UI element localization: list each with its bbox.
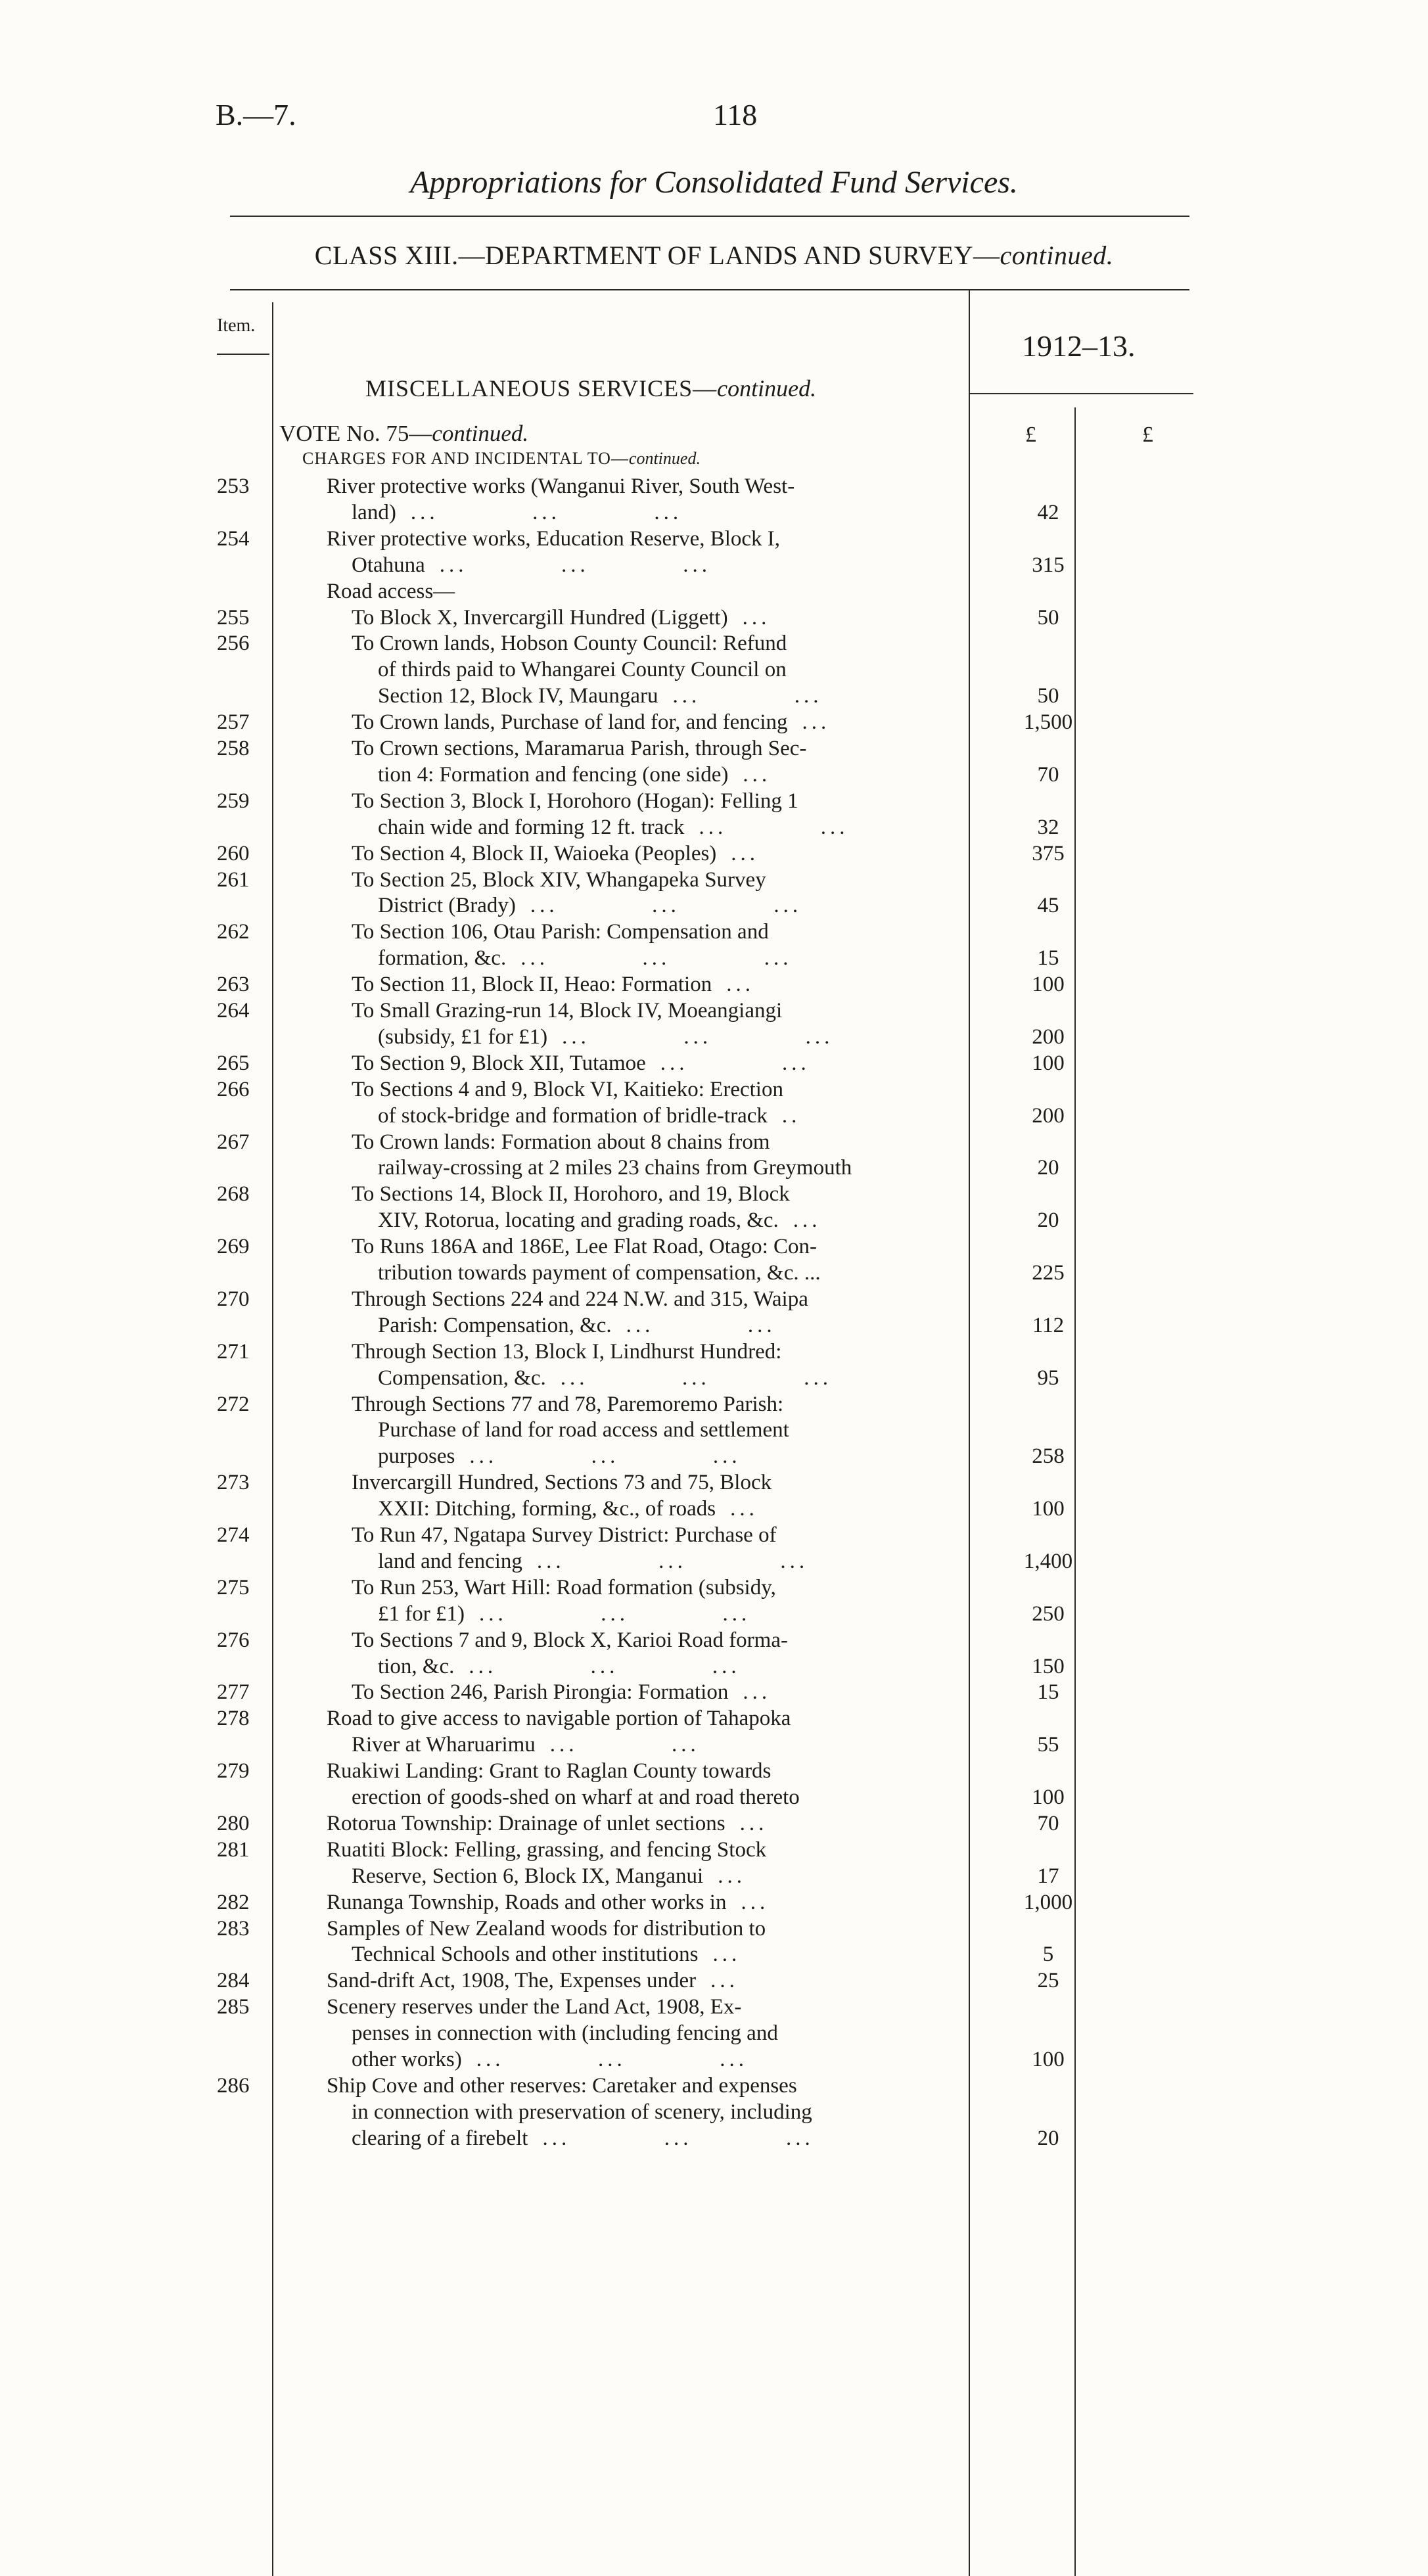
item-text: Through Sections 77 and 78, Paremoremo Parish:: [352, 1392, 784, 1416]
item-description: [352, 735, 806, 762]
item-number: 272: [217, 1392, 250, 1416]
item-number: 286: [217, 2073, 250, 2098]
item-text: other works): [352, 2048, 462, 2071]
item-description: [378, 1601, 750, 1627]
item-amount: 100: [1032, 2048, 1065, 2071]
item-amount: 1,000: [1023, 1890, 1073, 1914]
item-number: 268: [217, 1182, 250, 1207]
item-text: To Crown lands, Hobson County Council: Refund: [352, 632, 787, 656]
item-description: [352, 788, 798, 814]
item-number: 276: [217, 1628, 250, 1652]
item-amount: 15: [1037, 946, 1059, 971]
item-description: [352, 1129, 770, 1155]
item-number: 262: [217, 920, 250, 944]
item-description: [352, 499, 682, 526]
item-description: [352, 2125, 814, 2151]
leader-dots: ...: [730, 1497, 758, 1521]
item-description: [352, 1469, 772, 1496]
item-description: [352, 919, 769, 945]
item-amount: 112: [1032, 1313, 1065, 1337]
item-description: [352, 1522, 777, 1548]
item-description: [352, 630, 787, 656]
leader-dots: ...: [718, 1864, 746, 1888]
leader-dots: ... ... ...: [478, 1601, 751, 1626]
item-description: [378, 1207, 821, 1233]
item-number: 266: [217, 1077, 250, 1101]
item-text: To Sections 14, Block II, Horohoro, and 19, Block: [352, 1182, 790, 1207]
item-description: [327, 1889, 769, 1916]
item-number: 253: [217, 474, 250, 498]
item-text: clearing of a firebelt: [352, 2126, 528, 2150]
page-title: Appropriations for Consolidated Fund Services.: [410, 165, 1018, 200]
item-number: 278: [217, 1707, 250, 1731]
item-description: [352, 605, 770, 631]
item-amount: 100: [1032, 973, 1065, 997]
item-description: [352, 1863, 746, 1889]
item-description: [352, 1339, 781, 1365]
item-description: [378, 1312, 776, 1339]
item-text: £1 for £1): [378, 1601, 465, 1626]
item-description: [352, 1627, 788, 1653]
item-description: [352, 1050, 810, 1076]
item-text: To Sections 4 and 9, Block VI, Kaitieko: Erection: [352, 1077, 783, 1101]
item-description: [378, 814, 848, 840]
item-text: Road to give access to navigable portion of Tahapoka: [327, 1707, 791, 1731]
item-amount: 25: [1037, 1969, 1059, 1993]
item-text: Compensation, &c.: [378, 1366, 546, 1390]
item-text: Through Section 13, Block I, Lindhurst Hundred:: [352, 1339, 782, 1364]
item-text: Road access—: [327, 579, 455, 603]
item-description: [378, 1548, 808, 1575]
item-text: To Runs 186A and 186E, Lee Flat Road, Otago: Con-: [352, 1235, 818, 1259]
item-description: [378, 1260, 821, 1286]
class-title-main: CLASS XIII.—DEPARTMENT OF LANDS AND SURVEY—: [314, 241, 1000, 270]
item-description: [352, 1286, 808, 1312]
item-text: penses in connection with (including fencing and: [352, 2021, 778, 2046]
item-amount: 100: [1032, 1785, 1065, 1809]
top-rule: [230, 216, 1189, 217]
item-text: tion 4: Formation and fencing (one side): [378, 762, 729, 787]
section-heading: [365, 375, 816, 402]
item-amount: 225: [1032, 1261, 1065, 1285]
leader-dots: ...: [743, 1680, 772, 1705]
item-text: To Section 25, Block XIV, Whangapeka Survey: [352, 867, 766, 892]
item-text: River protective works, Education Reserve, Block I,: [327, 526, 781, 551]
leader-dots: ...: [802, 710, 831, 735]
item-text: Purchase of land for road access and settlement: [378, 1418, 789, 1442]
item-amount: 100: [1032, 1497, 1065, 1521]
charges-heading: [302, 449, 701, 469]
item-number: 281: [217, 1837, 250, 1862]
item-description: [378, 1443, 741, 1469]
item-amount: 100: [1032, 1051, 1065, 1075]
item-description: [378, 945, 792, 971]
item-number: 263: [217, 973, 250, 997]
leader-dots: ...: [726, 973, 754, 997]
item-description: [352, 552, 711, 578]
item-amount: 375: [1032, 841, 1065, 865]
item-text: formation, &c.: [378, 946, 507, 971]
item-amount: 55: [1037, 1733, 1059, 1757]
leader-dots: ... ... ...: [562, 1024, 834, 1049]
charges-heading-main: CHARGES FOR AND INCIDENTAL TO—: [302, 449, 629, 468]
item-number: 274: [217, 1523, 250, 1547]
item-text: erection of goods-shed on wharf at and road thereto: [352, 1785, 800, 1809]
item-description: [378, 1155, 852, 1181]
item-description: [352, 2046, 748, 2073]
item-description: [352, 1679, 771, 1705]
document-reference: B.—7.: [216, 98, 296, 131]
item-text: To Block X, Invercargill Hundred (Liggett): [352, 605, 728, 630]
item-number: 267: [217, 1130, 250, 1154]
class-title-suffix: continued.: [1000, 241, 1114, 270]
item-amount: 20: [1037, 1156, 1059, 1180]
item-number: 254: [217, 526, 250, 551]
item-number: 260: [217, 841, 250, 865]
item-description: [327, 1916, 766, 1942]
item-number: 279: [217, 1759, 250, 1783]
item-text: To Section 11, Block II, Heao: Formation: [352, 973, 712, 997]
item-number: 257: [217, 710, 250, 735]
leader-dots: ... ...: [549, 1733, 700, 1757]
item-text: XIV, Rotorua, locating and grading roads, &c.: [378, 1208, 779, 1233]
item-head-underline: [217, 354, 269, 355]
leader-dots: ..: [781, 1103, 801, 1128]
item-amount: 15: [1037, 1680, 1059, 1705]
vote-heading-suffix: continued.: [432, 421, 529, 446]
item-text: Sand-drift Act, 1908, The, Expenses under: [327, 1969, 697, 1993]
item-text: To Crown lands, Purchase of land for, and fencing: [352, 710, 788, 735]
leader-dots: ...: [712, 1943, 741, 1967]
item-text: Ruatiti Block: Felling, grassing, and fencing Stock: [327, 1837, 767, 1862]
item-number: 273: [217, 1471, 250, 1495]
item-text: River at Wharuarimu: [352, 1733, 536, 1757]
leader-dots: ... ... ...: [520, 946, 793, 971]
item-description: [352, 1732, 700, 1758]
item-description: [378, 1496, 758, 1522]
item-text: To Small Grazing-run 14, Block IV, Moeangiangi: [352, 999, 783, 1023]
leader-dots: ... ... ...: [439, 553, 712, 577]
item-text: Otahuna: [352, 553, 425, 577]
item-description: [352, 709, 830, 735]
vote-heading: [279, 421, 528, 447]
leader-dots: ... ... ...: [410, 500, 683, 524]
item-number: 256: [217, 632, 250, 656]
item-description: [327, 1967, 739, 1994]
item-text: Ship Cove and other reserves: Caretaker and expenses: [327, 2073, 797, 2098]
item-amount: 42: [1037, 500, 1059, 524]
item-text: Rotorua Township: Drainage of unlet sections: [327, 1811, 726, 1835]
leader-dots: ... ... ...: [476, 2048, 748, 2071]
item-description: [352, 1076, 783, 1103]
section-heading-main: MISCELLANEOUS SERVICES—: [365, 375, 718, 402]
item-description: [352, 2099, 812, 2125]
item-amount: 32: [1037, 815, 1059, 839]
item-description: [352, 840, 759, 867]
item-amount: 5: [1042, 1943, 1054, 1967]
item-text: To Run 253, Wart Hill: Road formation (subsidy,: [352, 1575, 776, 1599]
item-description: [378, 1653, 741, 1680]
item-amount: 45: [1037, 894, 1059, 918]
item-text: To Section 4, Block II, Waioeka (Peoples): [352, 841, 717, 865]
item-amount: 250: [1032, 1601, 1065, 1626]
item-amount: 258: [1032, 1444, 1065, 1469]
item-text: To Section 246, Parish Pirongia: Formation: [352, 1680, 729, 1705]
item-text: To Sections 7 and 9, Block X, Karioi Road forma-: [352, 1628, 788, 1652]
item-description: [378, 1024, 833, 1050]
class-rule: [230, 289, 1189, 290]
item-number: 255: [217, 605, 250, 630]
item-text: Scenery reserves under the Land Act, 1908, Ex-: [327, 1995, 742, 2019]
item-text: purposes: [378, 1444, 455, 1469]
leader-dots: ...: [741, 1890, 770, 1914]
item-description: [378, 1365, 832, 1391]
item-number: 283: [217, 1916, 250, 1941]
item-amount: 200: [1032, 1024, 1065, 1049]
leader-dots: ... ... ...: [542, 2126, 814, 2150]
item-text: land): [352, 500, 396, 524]
currency-unit-2: £: [1142, 423, 1153, 447]
item-description: [327, 2073, 797, 2099]
item-number: 271: [217, 1339, 250, 1364]
item-description: [327, 473, 795, 499]
section-heading-suffix: continued.: [717, 375, 817, 402]
leader-dots: ... ... ...: [530, 894, 802, 918]
leader-dots: ... ...: [699, 815, 849, 839]
item-text: Samples of New Zealand woods for distribution to: [327, 1916, 766, 1941]
item-description: [327, 1994, 741, 2020]
leader-dots: ...: [743, 762, 772, 787]
item-description: [378, 762, 771, 788]
charges-heading-suffix: continued.: [628, 449, 701, 468]
item-number: 265: [217, 1051, 250, 1075]
item-description: [352, 1391, 783, 1417]
item-amount: 50: [1037, 605, 1059, 630]
item-number: 285: [217, 1995, 250, 2019]
item-description: [352, 971, 754, 998]
item-amount: 70: [1037, 762, 1059, 787]
item-number: 277: [217, 1680, 250, 1705]
item-amount: 50: [1037, 684, 1059, 708]
item-amount: 150: [1032, 1654, 1065, 1678]
item-amount: 20: [1037, 2126, 1059, 2150]
item-text: River protective works (Wanganui River, South West-: [327, 474, 795, 498]
item-text: To Run 47, Ngatapa Survey District: Purchase of: [352, 1523, 777, 1547]
item-number: 280: [217, 1811, 250, 1835]
item-description: [352, 1575, 776, 1601]
leader-dots: ...: [731, 841, 760, 865]
currency-unit-1: £: [1025, 423, 1036, 447]
item-text: tion, &c.: [378, 1654, 455, 1678]
item-description: [327, 526, 780, 552]
item-description: [327, 1758, 771, 1784]
item-text: in connection with preservation of scenery, including: [352, 2100, 812, 2124]
item-text: (subsidy, £1 for £1): [378, 1024, 548, 1049]
item-amount: 315: [1032, 553, 1065, 577]
item-amount: 1,400: [1023, 1549, 1073, 1573]
item-column-divider: [272, 302, 273, 2576]
item-text: chain wide and forming 12 ft. track: [378, 815, 685, 839]
item-text: of stock-bridge and formation of bridle-track: [378, 1103, 768, 1128]
item-text: of thirds paid to Whangarei County Council on: [378, 658, 787, 682]
item-description: [327, 1705, 791, 1732]
item-amount: 70: [1037, 1811, 1059, 1835]
leader-dots: ... ...: [626, 1313, 776, 1337]
item-number: 269: [217, 1235, 250, 1259]
item-text: Reserve, Section 6, Block IX, Manganui: [352, 1864, 704, 1888]
item-text: Runanga Township, Roads and other works in: [327, 1890, 727, 1914]
leader-dots: ... ...: [672, 684, 823, 708]
item-description: [378, 892, 802, 919]
item-description: [378, 1417, 789, 1443]
item-amount: 1,500: [1023, 710, 1073, 735]
item-text: To Crown sections, Maramarua Parish, through Sec-: [352, 737, 807, 760]
amount-column-divider: [969, 289, 970, 2576]
item-text: tribution towards payment of compensation, &c. ...: [378, 1261, 821, 1285]
item-amount: 20: [1037, 1208, 1059, 1233]
item-description: [352, 1941, 741, 1967]
leader-dots: ... ... ...: [560, 1366, 832, 1390]
item-number: 282: [217, 1890, 250, 1914]
item-text: Ruakiwi Landing: Grant to Raglan County towards: [327, 1759, 772, 1783]
item-text: Parish: Compensation, &c.: [378, 1313, 612, 1337]
vote-heading-main: VOTE No. 75—: [279, 421, 432, 446]
item-number: 270: [217, 1287, 250, 1311]
page-number: 118: [713, 98, 758, 131]
item-description: [378, 656, 787, 683]
leader-dots: ... ... ...: [469, 1654, 741, 1678]
item-number: 275: [217, 1575, 250, 1599]
item-amount: 200: [1032, 1103, 1065, 1128]
item-column-header: Item.: [217, 315, 256, 336]
item-text: XXII: Ditching, forming, &c., of roads: [378, 1497, 716, 1521]
item-text: land and fencing: [378, 1549, 522, 1573]
item-text: To Section 9, Block XII, Tutamoe: [352, 1051, 646, 1075]
item-description: [352, 1181, 790, 1207]
item-description: [327, 578, 455, 605]
item-text: Through Sections 224 and 224 N.W. and 315, Waipa: [352, 1287, 808, 1311]
item-description: [378, 683, 823, 709]
leader-dots: ... ...: [660, 1051, 810, 1075]
item-text: Technical Schools and other institutions: [352, 1943, 699, 1967]
item-number: 284: [217, 1969, 250, 1993]
item-text: District (Brady): [378, 894, 516, 918]
item-text: railway-crossing at 2 miles 23 chains from Greymouth: [378, 1156, 852, 1180]
item-number: 259: [217, 789, 250, 813]
item-description: [352, 998, 782, 1024]
item-description: [352, 1233, 817, 1260]
item-number: 261: [217, 867, 250, 892]
item-amount: 17: [1037, 1864, 1059, 1888]
leader-dots: ...: [742, 605, 771, 630]
item-description: [352, 867, 766, 893]
leader-dots: ... ... ...: [536, 1549, 809, 1573]
leader-dots: ...: [739, 1811, 768, 1835]
class-title: [0, 240, 1428, 271]
year-column-header: 1912–13.: [1022, 329, 1136, 363]
item-number: 264: [217, 999, 250, 1023]
leader-dots: ... ... ...: [469, 1444, 741, 1469]
item-text: Section 12, Block IV, Maungaru: [378, 684, 658, 708]
item-description: [327, 1810, 768, 1837]
item-description: [327, 1837, 766, 1863]
item-text: Invercargill Hundred, Sections 73 and 75, Block: [352, 1471, 772, 1495]
year-underline: [970, 393, 1193, 394]
item-text: To Section 106, Otau Parish: Compensation and: [352, 920, 769, 944]
item-text: To Section 3, Block I, Horohoro (Hogan): Felling 1: [352, 789, 798, 813]
leader-dots: ...: [710, 1969, 739, 1993]
item-text: To Crown lands: Formation about 8 chains from: [352, 1130, 770, 1154]
item-number: 258: [217, 737, 250, 760]
item-amount: 95: [1037, 1366, 1059, 1390]
item-description: [352, 2020, 778, 2046]
leader-dots: ...: [793, 1208, 821, 1233]
item-description: [378, 1103, 800, 1129]
item-description: [352, 1784, 800, 1810]
